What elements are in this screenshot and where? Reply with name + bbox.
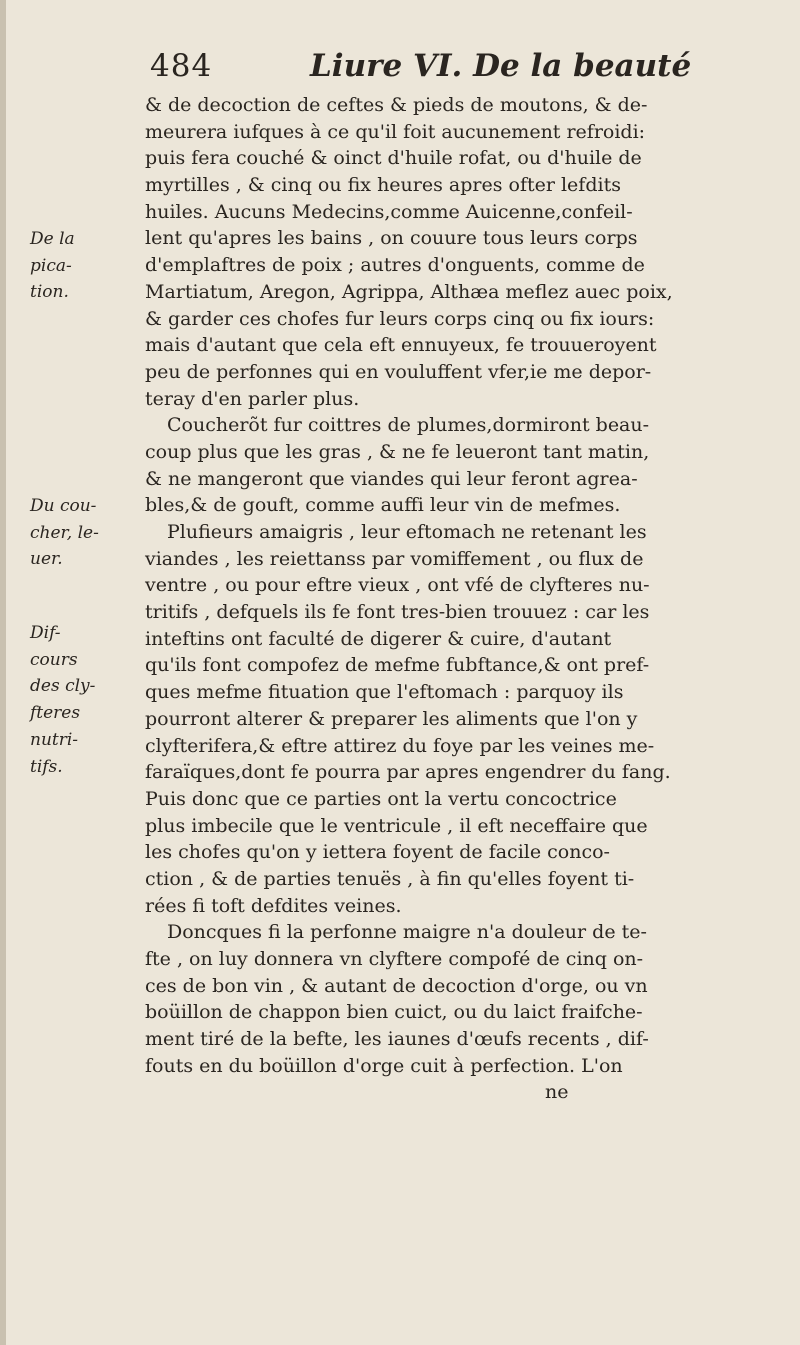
text-line: Doncques fi la perfonne maigre n'a douleur de te-: [167, 921, 647, 944]
text-line: ventre , ou pour eftre vieux , ont vfé de clyfteres nu-: [145, 574, 650, 597]
text-line: Plufieurs amaigris , leur eftomach ne retenant les: [167, 521, 647, 543]
margin-note-line: uer.: [30, 549, 63, 570]
text-line: fte , on luy donnera vn clyftere compofé de cinq on-: [145, 948, 644, 970]
page-number: 484: [150, 48, 213, 84]
text-line: teray d'en parler plus.: [145, 387, 360, 410]
body-text: [145, 92, 765, 1106]
text-line: inteftins ont faculté de digerer & cuire, d'autant: [145, 627, 612, 650]
text-line: fouts en du boüillon d'orge cuit à perfection. L'on: [145, 1054, 623, 1077]
text-line: coup plus que les gras , & ne fe leueront tant matin,: [145, 440, 650, 463]
margin-note-line: fteres: [30, 703, 81, 724]
text-line: ction , & de parties tenuës , à fin qu'elles foyent ti-: [145, 867, 635, 890]
text-line: pourront alterer & preparer les aliments que l'on y: [145, 707, 638, 730]
text-line: plus imbecile que le ventricule , il eft neceffaire que: [145, 814, 648, 837]
text-line: meurera iufques à ce qu'il foit aucunement refroidi:: [145, 120, 646, 143]
margin-note-coucher: [30, 493, 125, 573]
text-line: lent qu'apres les bains , on couure tous leurs corps: [145, 227, 638, 250]
text-line: ment tiré de la befte, les iaunes d'œufs recents , dif-: [145, 1028, 649, 1051]
margin-note-line: Du cou-: [30, 496, 97, 516]
text-line: huiles. Aucuns Medecins,comme Auicenne,confeil-: [145, 200, 633, 223]
margin-note-pication: [30, 226, 125, 306]
margin-note-clysteres: [30, 620, 125, 780]
margin-note-line: tion.: [30, 282, 69, 303]
text-line: puis fera couché & oinct d'huile rofat, ou d'huile de: [145, 147, 642, 170]
text-line: boüillon de chappon bien cuict, ou du laict fraifche-: [145, 1001, 643, 1024]
running-title: Liure VI. De la beauté: [310, 48, 692, 84]
text-line: Martiatum, Aregon, Agrippa, Althæa meflez auec poix,: [145, 280, 673, 303]
text-line: qu'ils font compofez de mefme fubftance,& ont pref-: [145, 654, 650, 677]
text-line: tritifs , defquels ils fe font tres-bien trouuez : car les: [145, 601, 650, 624]
margin-note-line: pica-: [30, 255, 72, 276]
text-line: ques mefme fituation que l'eftomach : parquoy ils: [145, 681, 624, 704]
margin-note-line: des cly-: [30, 676, 96, 697]
text-line: rées fi toft defdites veines.: [145, 894, 402, 917]
text-line: clyfterifera,& eftre attirez du foye par les veines me-: [145, 734, 655, 757]
text-line: myrtilles , & cinq ou fix heures apres ofter lefdits: [145, 174, 621, 197]
text-line: faraïques,dont fe pourra par apres engendrer du fang.: [145, 761, 671, 784]
text-line: viandes , les reiettanss par vomiffement , ou flux de: [145, 547, 644, 570]
text-line: Puis donc que ce parties ont la vertu concoctrice: [145, 787, 617, 810]
text-line: d'emplaftres de poix ; autres d'onguents, comme de: [145, 254, 645, 277]
margin-note-line: tifs.: [30, 756, 63, 777]
text-line: Coucherõt fur coittres de plumes,dormiront beau-: [167, 414, 650, 437]
text-line: & garder ces chofes fur leurs corps cinq ou fix iours:: [145, 307, 655, 330]
text-line: bles,& de gouft, comme auffi leur vin de mefmes.: [145, 494, 621, 517]
text-line: & de decoction de ceftes & pieds de moutons, & de-: [145, 94, 648, 116]
margin-note-line: nutri-: [30, 729, 79, 750]
page-header: [150, 48, 710, 90]
text-line: mais d'autant que cela eft ennuyeux, fe trouueroyent: [145, 334, 657, 357]
catchword: ne: [545, 1081, 569, 1104]
margin-note-line: Dif-: [30, 623, 61, 643]
margin-note-line: cours: [30, 649, 78, 670]
text-line: ces de bon vin , & autant de decoction d'orge, ou vn: [145, 974, 648, 997]
margin-note-line: De la: [30, 229, 75, 249]
margin-note-line: cher, le-: [30, 522, 99, 543]
text-line: & ne mangeront que viandes qui leur feront agrea-: [145, 467, 638, 490]
text-line: les chofes qu'on y iettera foyent de facile conco-: [145, 841, 610, 864]
text-line: peu de perfonnes qui en vouluffent vfer,ie me depor-: [145, 360, 652, 383]
